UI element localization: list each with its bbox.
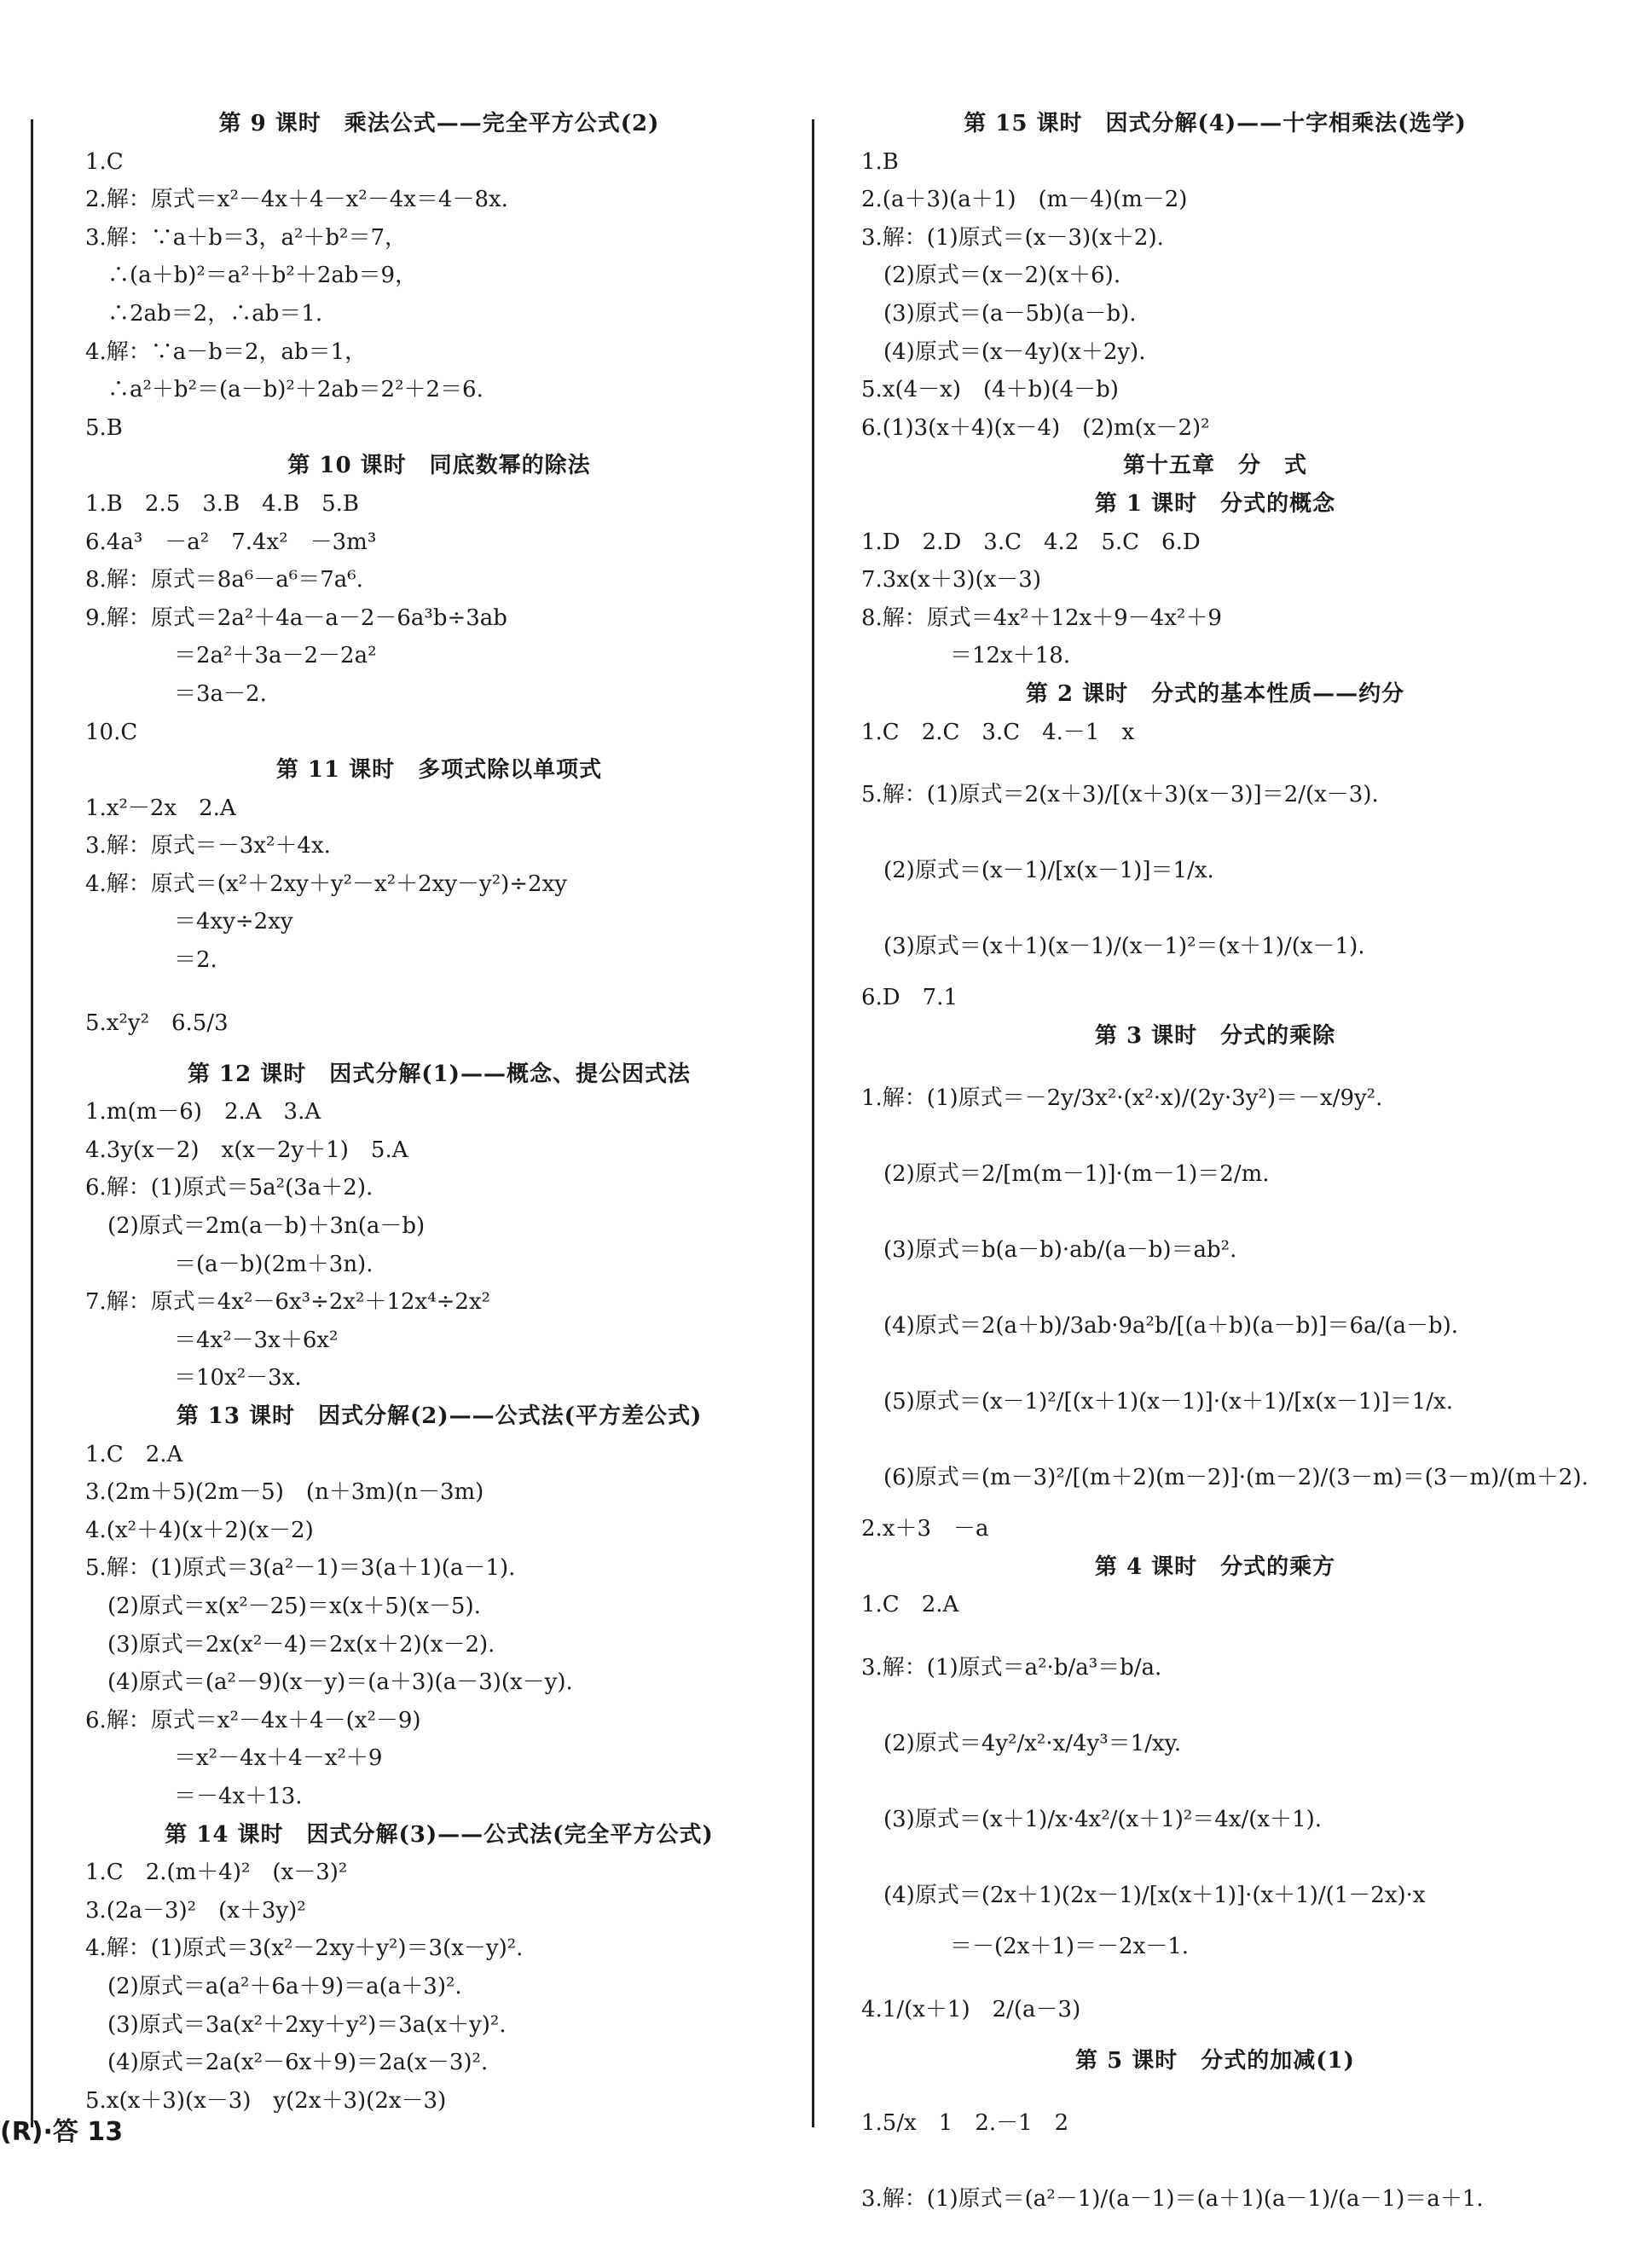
answer-line: (4)原式＝2(a＋b)/3ab·9a²b/[(a＋b)(a－b)]＝6a/(a－b).: [861, 1313, 1459, 1339]
answer-line: (3)原式＝b(a－b)·ab/(a－b)＝ab².: [861, 1237, 1237, 1264]
answer-line: (4)原式＝(a²－9)(x－y)＝(a＋3)(a－3)(x－y).: [85, 1669, 573, 1696]
answer-line: 3.解：(1)原式＝(x－3)(x＋2).: [861, 224, 1164, 251]
section-heading: 第 15 课时 因式分解(4)——十字相乘法(选学): [964, 111, 1467, 136]
answer-line: 3.解：原式＝－3x²＋4x.: [85, 833, 331, 859]
answer-line: (6)原式＝(m－3)²/[(m＋2)(m－2)]·(m－2)/(3－m)＝(3－m)/(m＋2).: [861, 1465, 1589, 1491]
answer-line: 3.解：∵a＋b＝3，a²＋b²＝7，: [85, 224, 408, 251]
left-rule: [31, 119, 33, 2127]
answer-line: ＝3a－2.: [85, 680, 267, 707]
section-heading: 第 12 课时 因式分解(1)——概念、提公因式法: [188, 1061, 691, 1087]
answer-line: 1.C 2.C 3.C 4.－1 x: [861, 719, 1135, 745]
answer-line: ＝2a²＋3a－2－2a²: [85, 643, 377, 669]
answer-line: (2)原式＝4y²/x²·x/4y³＝1/xy.: [861, 1731, 1182, 1757]
answer-line: 6.解：原式＝x²－4x＋4－(x²－9): [85, 1707, 421, 1733]
section-heading: 第 1 课时 分式的概念: [1094, 490, 1336, 517]
section-heading: 第 3 课时 分式的乘除: [1094, 1022, 1336, 1049]
answer-line: (3)原式＝3a(x²＋2xy＋y²)＝3a(x＋y)².: [85, 2011, 507, 2038]
answer-line: 4.解：原式＝(x²＋2xy＋y²－x²＋2xy－y²)÷2xy: [85, 871, 567, 897]
section-heading: 第 5 课时 分式的加减(1): [1075, 2047, 1355, 2074]
answer-line: 2.(a＋3)(a＋1) (m－4)(m－2): [861, 187, 1188, 213]
answer-line: 1.B 2.5 3.B 4.B 5.B: [85, 490, 360, 517]
answer-line: 9.解：原式＝2a²＋4a－a－2－6a³b÷3ab: [85, 605, 507, 631]
right-column: [861, 111, 1589, 2237]
answer-line: 3.解：(1)原式＝a²·b/a³＝b/a.: [861, 1655, 1162, 1681]
answer-line: 5.解：(1)原式＝3(a²－1)＝3(a＋1)(a－1).: [85, 1555, 516, 1582]
section-heading: 第 10 课时 同底数幂的除法: [287, 453, 591, 479]
answer-line: ＝x²－4x＋4－x²＋9: [85, 1745, 383, 1772]
page-footer: (R)·答 13: [0, 2117, 124, 2147]
answer-line: 2.解：原式＝x²－4x＋4－x²－4x＝4－8x.: [85, 187, 508, 213]
answer-line: ∴2ab＝2，∴ab＝1.: [85, 300, 323, 327]
answer-line: 1.解：(1)原式＝－2y/3x²·(x²·x)/(2y·3y²)＝－x/9y².: [861, 1085, 1383, 1112]
answer-line: 4.3y(x－2) x(x－2y＋1) 5.A: [85, 1137, 408, 1163]
answer-line: 6.解：(1)原式＝5a²(3a＋2).: [85, 1175, 373, 1201]
answer-line: (2)原式＝2m(a－b)＋3n(a－b): [85, 1213, 426, 1240]
answer-line: 7.3x(x＋3)(x－3): [861, 567, 1041, 593]
answer-line: 1.x²－2x 2.A: [85, 795, 236, 821]
answer-line: 1.C: [85, 148, 124, 175]
answer-line: (2)原式＝(x－2)(x＋6).: [861, 263, 1121, 289]
answer-line: (4)原式＝(2x＋1)(2x－1)/[x(x＋1)]·(x＋1)/(1－2x)·x: [861, 1883, 1426, 1909]
answer-line: 1.5/x 1 2.－1 2: [861, 2110, 1069, 2137]
answer-line: 2.x＋3 －a: [861, 1516, 989, 1542]
column-divider: [812, 119, 814, 2127]
left-column: [85, 111, 793, 2126]
answer-line: 8.解：原式＝8a⁶－a⁶＝7a⁶.: [85, 567, 363, 593]
answer-line: 6.4a³ －a² 7.4x² －3m³: [85, 529, 377, 555]
answer-line: ＝－4x＋13.: [85, 1783, 303, 1809]
answer-line: 1.C 2.(m＋4)² (x－3)²: [85, 1860, 348, 1886]
answer-line: 10.C: [85, 719, 138, 745]
answer-line: (3)原式＝(x＋1)(x－1)/(x－1)²＝(x＋1)/(x－1).: [861, 934, 1365, 960]
answer-line: ＝(a－b)(2m＋3n).: [85, 1251, 373, 1277]
answer-line: ＝4x²－3x＋6x²: [85, 1327, 339, 1353]
section-heading: 第十五章 分 式: [1122, 453, 1307, 479]
answer-line: (3)原式＝(a－5b)(a－b).: [861, 300, 1137, 327]
answer-line: ＝4xy÷2xy: [85, 909, 293, 935]
answer-line: 3.解：(1)原式＝(a²－1)/(a－1)＝(a＋1)(a－1)/(a－1)＝a＋1.: [861, 2186, 1484, 2213]
answer-line: 5.B: [85, 414, 123, 441]
answer-line: 7.解：原式＝4x²－6x³÷2x²＋12x⁴÷2x²: [85, 1289, 491, 1316]
answer-line: 5.x(x＋3)(x－3) y(2x＋3)(2x－3): [85, 2087, 447, 2114]
answer-line: (3)原式＝2x(x²－4)＝2x(x＋2)(x－2).: [85, 1631, 495, 1658]
answer-line: ＝10x²－3x.: [85, 1365, 302, 1391]
answer-line: 4.(x²＋4)(x＋2)(x－2): [85, 1517, 314, 1543]
answer-line: 1.B: [861, 148, 899, 175]
answer-line: 5.x(4－x) (4＋b)(4－b): [861, 377, 1119, 403]
answer-line: 3.(2m＋5)(2m－5) (n＋3m)(n－3m): [85, 1479, 484, 1506]
answer-line: 4.1/(x＋1) 2/(a－3): [861, 1996, 1081, 2022]
answer-line: (2)原式＝x(x²－25)＝x(x＋5)(x－5).: [85, 1593, 481, 1619]
answer-line: 1.C 2.A: [861, 1592, 959, 1618]
answer-line: ∴a²＋b²＝(a－b)²＋2ab＝2²＋2＝6.: [85, 377, 483, 403]
answer-line: 5.解：(1)原式＝2(x＋3)/[(x＋3)(x－3)]＝2/(x－3).: [861, 782, 1379, 808]
answer-line: (4)原式＝(x－4y)(x＋2y).: [861, 338, 1146, 365]
section-heading: 第 11 课时 多项式除以单项式: [275, 757, 603, 784]
answer-line: 4.解：(1)原式＝3(x²－2xy＋y²)＝3(x－y)².: [85, 1935, 524, 1962]
answer-line: 6.(1)3(x＋4)(x－4) (2)m(x－2)²: [861, 414, 1210, 441]
answer-line: 5.x²y² 6.5/3: [85, 1010, 229, 1036]
answer-line: 1.C 2.A: [85, 1441, 183, 1467]
section-heading: 第 13 课时 因式分解(2)——公式法(平方差公式): [176, 1403, 703, 1429]
answer-line: ＝2.: [85, 947, 217, 974]
answer-line: (2)原式＝(x－1)/[x(x－1)]＝1/x.: [861, 858, 1214, 884]
answer-line: 3.(2a－3)² (x＋3y)²: [85, 1897, 306, 1924]
section-heading: 第 4 课时 分式的乘方: [1094, 1553, 1336, 1580]
answer-line: (2)原式＝a(a²＋6a＋9)＝a(a＋3)².: [85, 1973, 462, 1999]
answer-line: 6.D 7.1: [861, 985, 958, 1011]
answer-line: ＝12x＋18.: [861, 643, 1071, 669]
section-heading: 第 14 课时 因式分解(3)——公式法(完全平方公式): [165, 1821, 714, 1848]
answer-line: ∴(a＋b)²＝a²＋b²＋2ab＝9，: [85, 263, 418, 289]
answer-line: 1.D 2.D 3.C 4.2 5.C 6.D: [861, 529, 1201, 555]
answer-line: (4)原式＝2a(x²－6x＋9)＝2a(x－3)².: [85, 2050, 489, 2076]
section-heading: 第 9 课时 乘法公式——完全平方公式(2): [218, 111, 660, 136]
answer-line: 1.m(m－6) 2.A 3.A: [85, 1099, 321, 1125]
answer-line: ＝－(2x＋1)＝－2x－1.: [861, 1934, 1190, 1960]
answer-line: (5)原式＝(x－1)²/[(x＋1)(x－1)]·(x＋1)/[x(x－1)]＝1/x.: [861, 1389, 1453, 1415]
section-heading: 第 2 课时 分式的基本性质——约分: [1025, 680, 1405, 707]
answer-line: 4.解：∵a－b＝2，ab＝1，: [85, 338, 368, 365]
answer-line: (2)原式＝2/[m(m－1)]·(m－1)＝2/m.: [861, 1161, 1270, 1188]
answer-line: 8.解：原式＝4x²＋12x＋9－4x²＋9: [861, 605, 1222, 631]
answer-line: (3)原式＝(x＋1)/x·4x²/(x＋1)²＝4x/(x＋1).: [861, 1807, 1323, 1833]
